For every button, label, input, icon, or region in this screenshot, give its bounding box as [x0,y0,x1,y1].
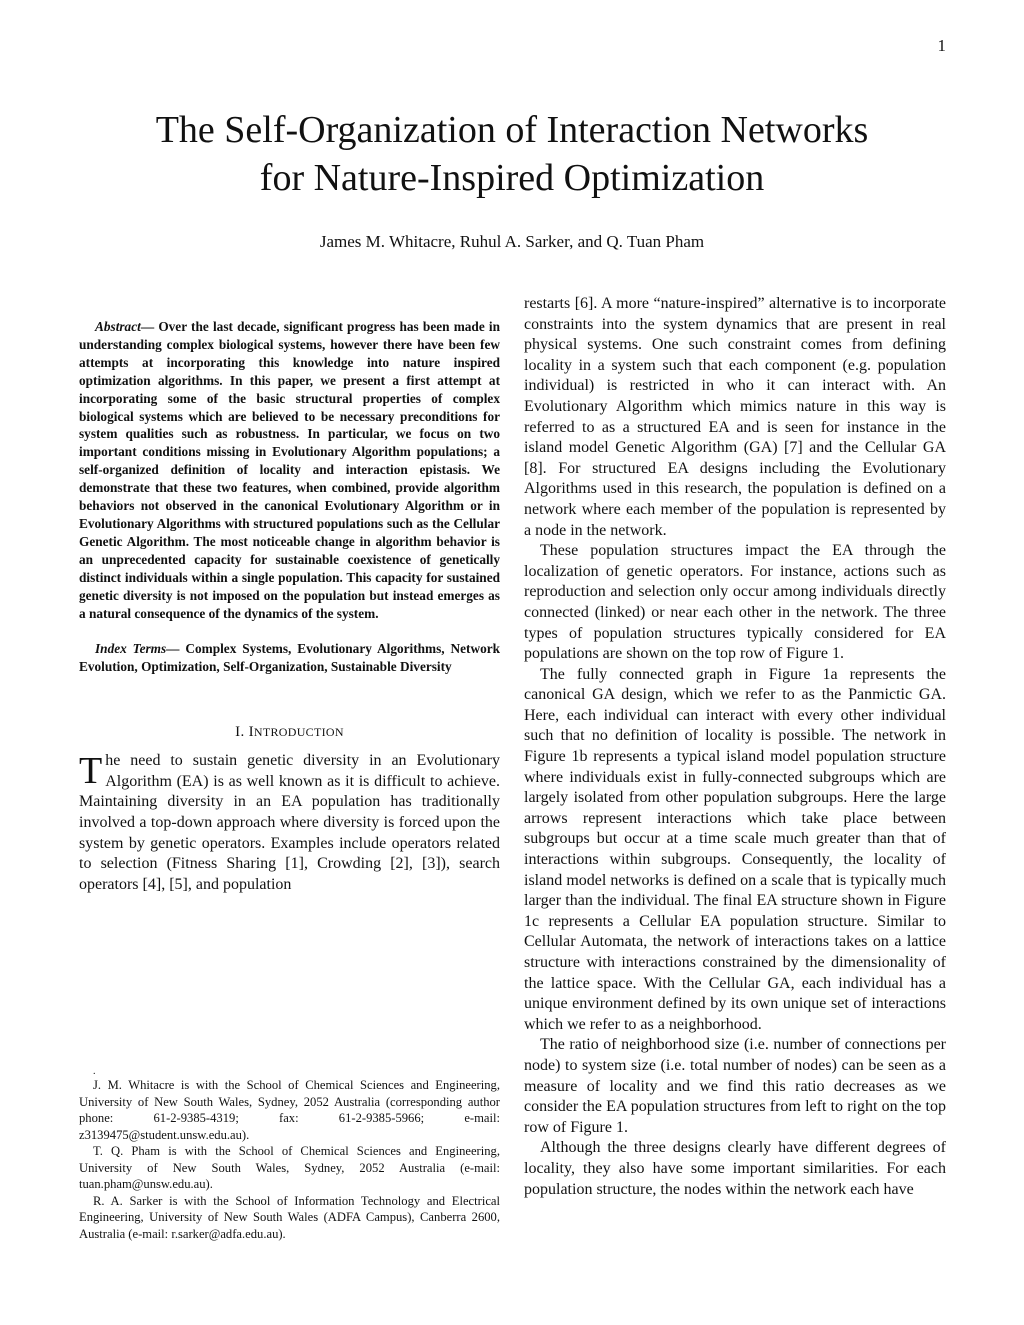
abstract-label: Abstract [95,319,141,334]
index-terms [79,640,500,676]
section-heading-introduction [79,724,500,741]
left-column [79,318,500,895]
author-list: James M. Whitacre, Ruhul A. Sarker, and Q. Tuan Pham [319,232,705,251]
footnotes [79,1067,500,1242]
drop-cap: T [79,750,103,793]
section-first-letter: I [248,724,254,741]
section-title-rest: NTRODUCTION [253,725,344,740]
title-line-1: The Self-Organization of Interaction Networks [155,109,869,151]
title-line-2: for Nature-Inspired Optimization [259,157,765,199]
intro-paragraph [79,751,500,895]
body-paragraph: Although the three designs clearly have different degrees of locality, they also have some important similarities. For each population structure, the nodes within the network each have [524,1139,946,1198]
paper-title [0,106,1024,202]
section-numeral: I. [235,724,245,741]
index-terms-dash: — [166,641,186,657]
page-number: 1 [937,36,946,55]
footnote: J. M. Whitacre is with the School of Chemical Sciences and Engineering, University of New South Wales, Sydney, 2052 Australia (corresponding author phone: 61-2-9385-4319; fax: 61-2-9385-5966; e-mail: z3139475@student.unsw.edu.au). [79,1078,500,1142]
footnote-marker: . [93,1066,96,1077]
abstract-dash: — [140,319,159,334]
body-paragraph: The fully connected graph in Figure 1a represents the canonical GA design, which we refer to as the Panmictic GA. Here, each individual can interact with every other individual such that no definition of locality is possible. The network in Figure 1b represents a typical island model population structure where individuals exist in fully-connected subgroups which are largely isolated from other population subgroups. Here the large arrows represent interactions which take place between subgroups but occur at a time scale much greater than that of interactions within subgroups. Consequently, the locality of island model networks is defined on a scale that is typically much larger than the individual. The final EA structure shown in Figure 1c represents a Cellular EA population structure. Similar to Cellular Automata, the network of interactions takes on a lattice structure with interactions constrained by the dimensionality of the lattice space. With the Cellular GA, each individual has a unique environment defined by its own unique set of interactions which we refer to as a neighborhood. [524,665,946,1033]
body-paragraph: These population structures impact the EA through the localization of genetic operators. For instance, actions such as reproduction and selection only occur among individuals directly connected (linked) or near each other in the network. The three types of population structures typically considered for EA populations are shown on the top row of Figure 1. [524,542,946,663]
footnote: R. A. Sarker is with the School of Information Technology and Electrical Engineering, University of New South Wales (ADFA Campus), Canberra 2600, Australia (e-mail: r.sarker@adfa.edu.au). [79,1193,500,1241]
abstract [79,318,500,622]
index-terms-label: Index Terms [95,641,167,657]
body-paragraph: The ratio of neighborhood size (i.e. number of connections per node) to system size (i.e. total number of nodes) can be seen as a measure of locality and we find this ratio decreases as we consider the EA population structures from left to right on the top row of Figure 1. [524,1036,946,1136]
abstract-text: Over the last decade, significant progress has been made in understanding complex biological systems, however there have been few attempts at incorporating this knowledge into nature inspired optimization algorithms. In this paper, we present a first attempt at incorporating some of the basic structural properties of complex biological systems which are believed to be necessary preconditions for system qualities such as robustness. In particular, we focus on two important conditions missing in Evolutionary Algorithm populations; a self-organized definition of locality and interaction epistasis. We demonstrate that these two features, when combined, provide algorithm behaviors not observed in the canonical Evolutionary Algorithm or in Evolutionary Algorithms with structured populations such as the Cellular Genetic Algorithm. The most noticeable change in algorithm behavior is an unprecedented capacity for sustainable coexistence of genetically distinct individuals within a single population. This capacity for sustained genetic diversity is not imposed on the population but instead emerges as a natural consequence of the dynamics of the system. [79,319,501,621]
footnote: T. Q. Pham is with the School of Chemical Sciences and Engineering, University of New South Wales, Sydney, 2052 Australia (e-mail: tuan.pham@unsw.edu.au). [79,1144,500,1191]
intro-text: he need to sustain genetic diversity in an Evolutionary Algorithm (EA) is as well known as it is difficult to achieve. Maintaining diversity in an EA population has traditionally involved a top-down approach where diversity is forced upon the system by genetic operators. Examples include operators related to selection (Fitness Sharing [1], Crowding [2], [3]), search operators [4], [5], and population [79,752,500,893]
right-column [524,294,946,1200]
index-terms-text: Complex Systems, Evolutionary Algorithms, Network Evolution, Optimization, Self-Organization, Sustainable Diversity [79,641,501,675]
body-paragraph: restarts [6]. A more “nature-inspired” alternative is to incorporate constraints into the system dynamics that are present in real physical systems. One such constraint comes from defining locality in a system such that each component (e.g. population individual) is restricted in who it can interact with. An Evolutionary Algorithm which mimics nature in this way is referred to as a structured EA and is seen for instance in the island model Genetic Algorithm (GA) [7] and the Cellular GA [8]. For structured EA designs including the Evolutionary Algorithms used in this research, the population is defined on a network where each member of the population is represented by a node in the network. [524,295,946,539]
